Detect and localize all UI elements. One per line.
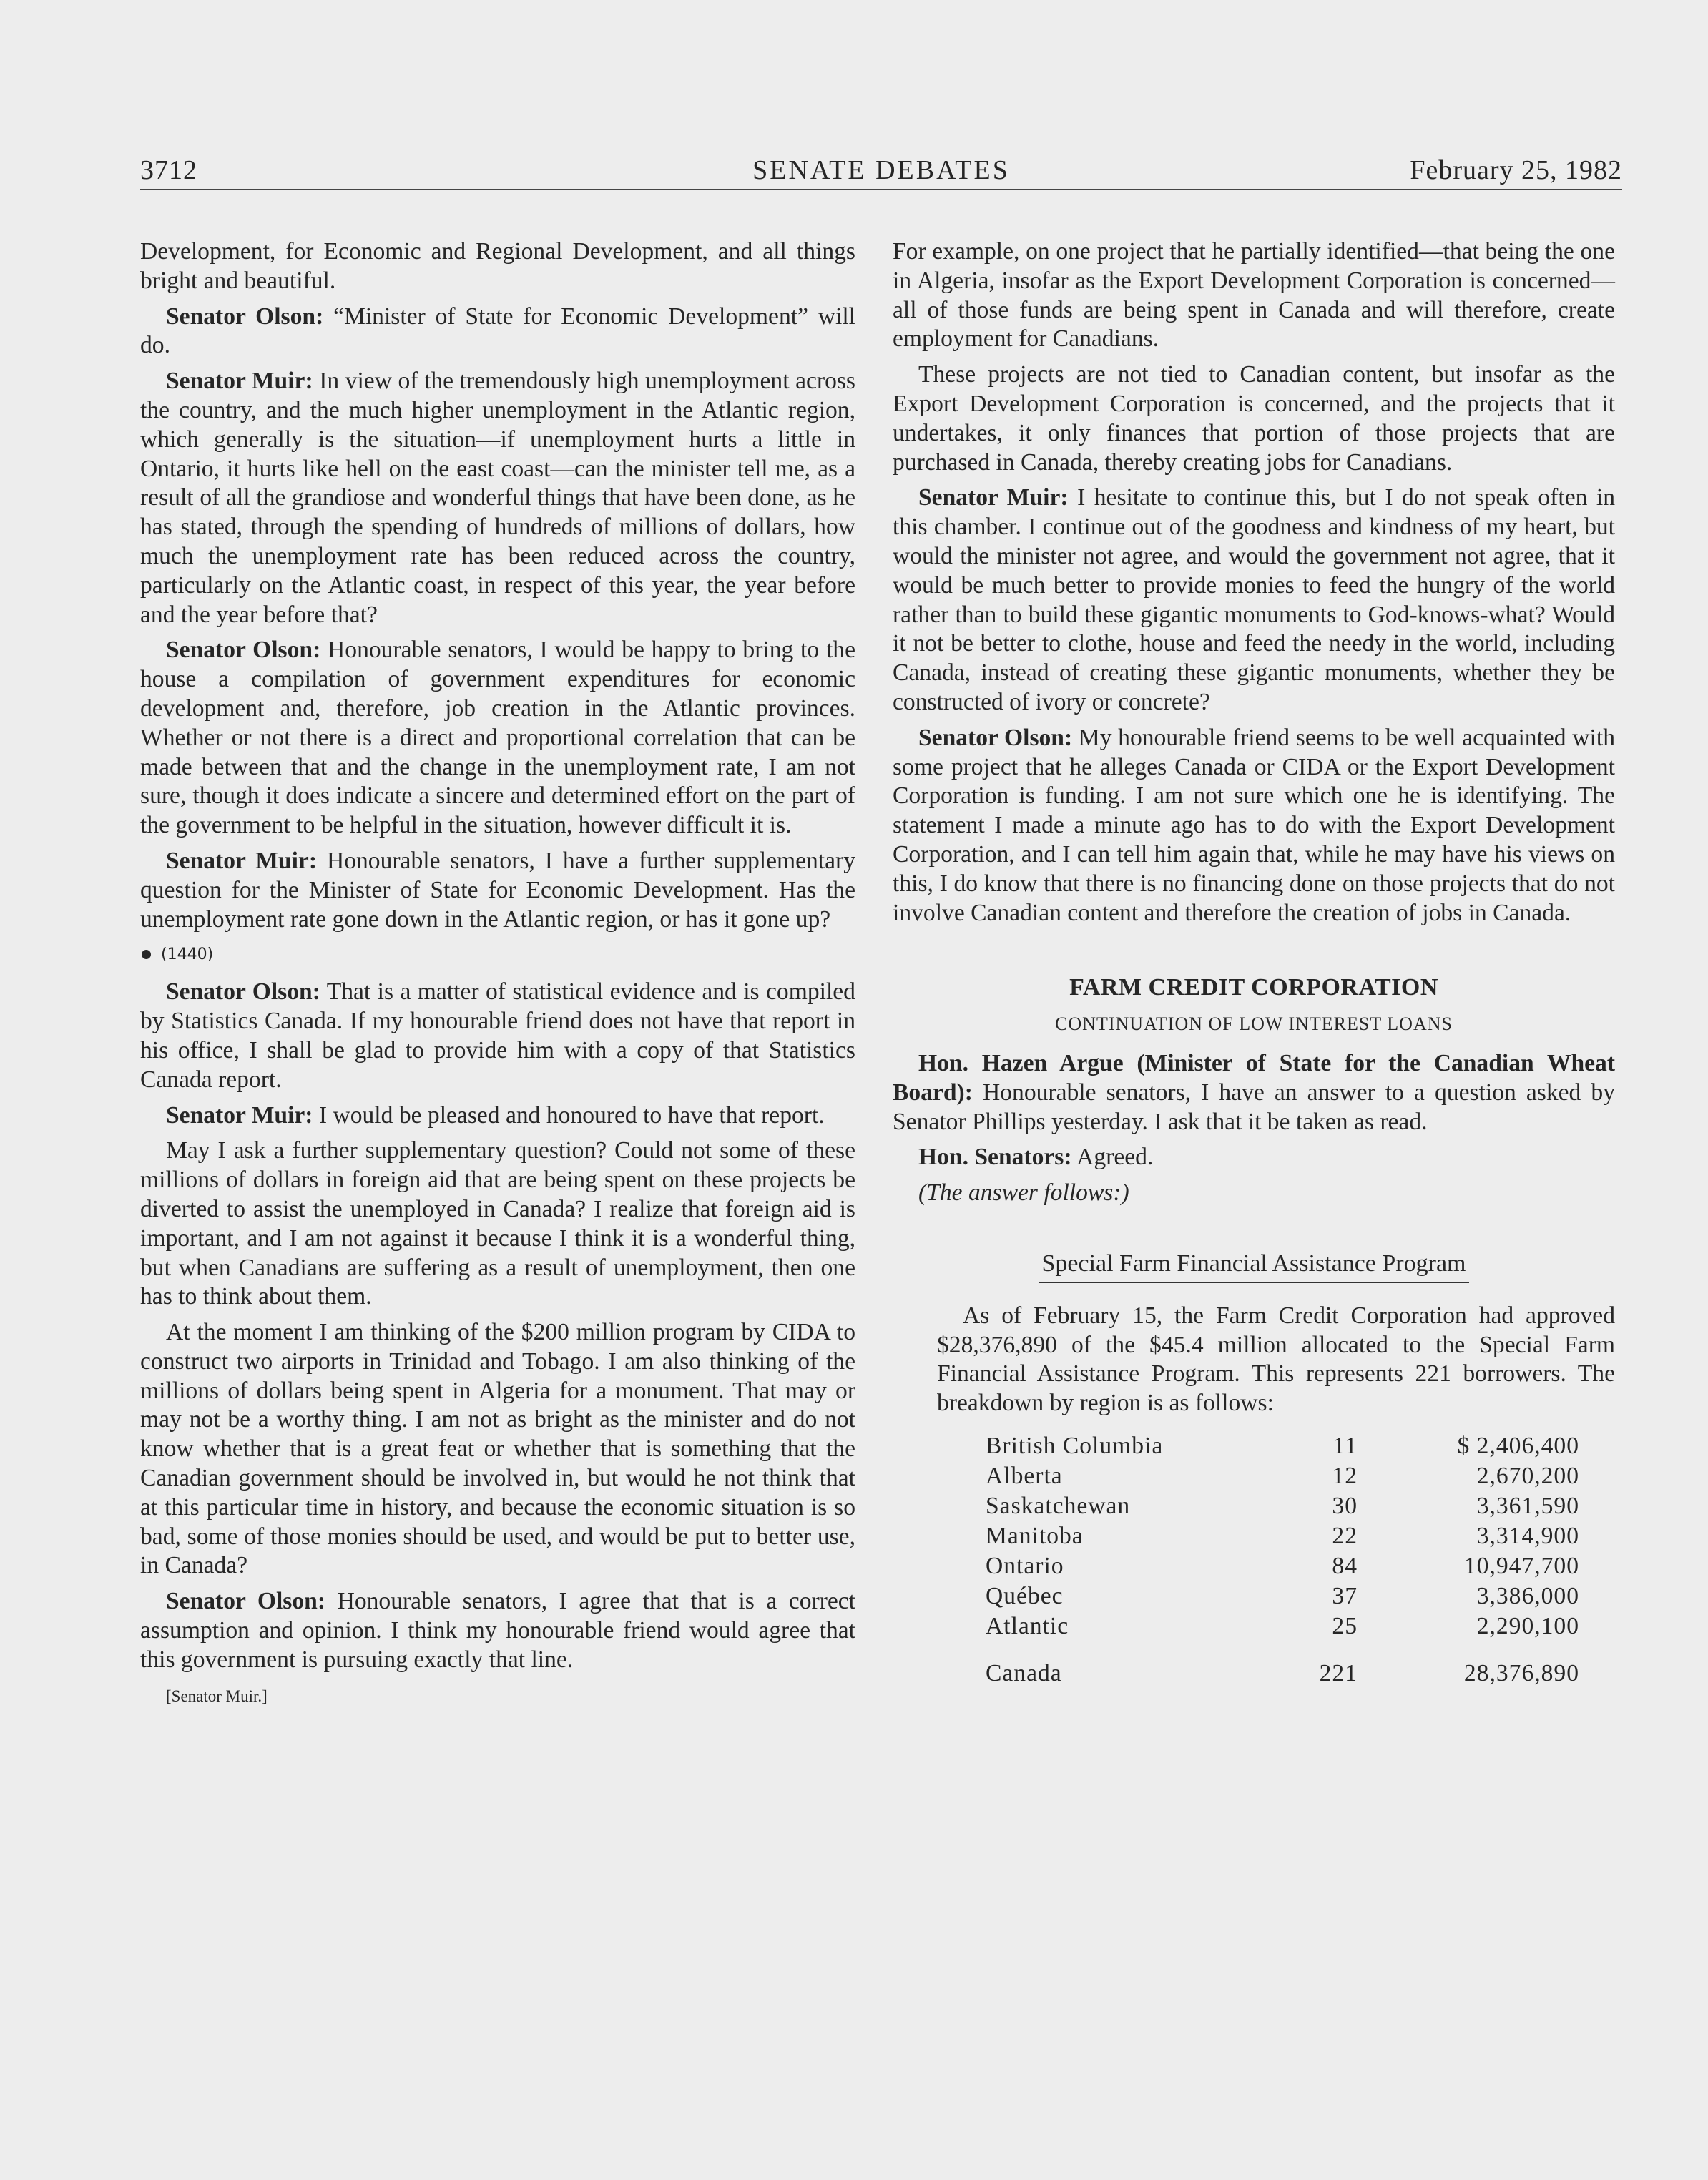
speaker-name: Senator Olson: <box>166 637 321 664</box>
paragraph <box>893 1143 1615 1172</box>
speaker-name: Senator Olson: <box>166 1588 326 1615</box>
table-row <box>986 1491 1579 1521</box>
paragraph: As of February 15, the Farm Credit Corporation had approved $28,376,890 of the $45.4 million allocated to the Special Farm Financial Assistance Program. This represents 221 borrowers. The breakdown by region is as follows: <box>937 1302 1615 1417</box>
speaker-name: Senator Olson: <box>918 724 1073 751</box>
paragraph <box>893 483 1615 717</box>
speaker-name: Hon. Senators: <box>918 1144 1072 1171</box>
speech-text: “Minister of State for Economic Development” will do. <box>140 303 856 359</box>
speaker-name: Senator Muir: <box>918 484 1069 511</box>
cell-region: Ontario <box>986 1552 1064 1579</box>
speaker-name: Senator Muir: <box>166 847 318 874</box>
cell-region: British Columbia <box>986 1432 1164 1459</box>
cell-amount: 2,290,100 <box>1476 1612 1579 1639</box>
cell-amount: $ 2,406,400 <box>1457 1432 1579 1459</box>
cell-count: 22 <box>1332 1522 1358 1549</box>
paragraph <box>140 847 855 934</box>
cell-count: 25 <box>1332 1612 1358 1639</box>
speaker-name: Senator Muir: <box>166 368 313 395</box>
header-rule <box>140 189 1622 190</box>
bullet-icon <box>142 950 151 959</box>
section-subheading: CONTINUATION OF LOW INTEREST LOANS <box>1055 1013 1453 1035</box>
cell-amount: 3,386,000 <box>1476 1582 1579 1609</box>
cell-count: 30 <box>1332 1492 1358 1519</box>
cell-region: Saskatchewan <box>986 1492 1131 1519</box>
speech-text: Agreed. <box>1076 1144 1154 1171</box>
cell-count: 84 <box>1332 1552 1358 1579</box>
speaker-name: Senator Olson: <box>166 303 324 330</box>
time-marker-text: (1440) <box>161 946 214 964</box>
paragraph <box>140 1587 855 1674</box>
paragraph <box>140 303 855 361</box>
speech-text: Honourable senators, I agree that that is a correct assumption and opinion. I think my honourable friend would agree that this government is pursuing exactly that line. <box>140 1588 855 1673</box>
paragraph: For example, on one project that he partially identified—that being the one in Algeria, insofar as the Export Development Corporation is concerned—all of those funds are being spent in Canada and will therefore, create employment for Canadians. <box>893 238 1615 353</box>
footer-note: [Senator Muir.] <box>166 1686 268 1705</box>
cell-region: Atlantic <box>986 1612 1069 1639</box>
speech-text: My honourable friend seems to be well acquainted with some project that he alleges Canada or CIDA or the Export Development Corporation is funding. I am not sure which one he is identifying. The statement I made a minute ago has to do with the Export Development Corporation, and I can tell him again that, while he may have his views on this, I do know that there is no financing done on those projects that do not involve Canadian content and therefore the creation of jobs in Canada. <box>893 724 1615 926</box>
total-amount: 28,376,890 <box>1463 1659 1579 1686</box>
table-row <box>986 1551 1579 1581</box>
paragraph <box>140 367 855 629</box>
cell-amount: 2,670,200 <box>1476 1462 1579 1489</box>
right-column <box>893 237 1615 1689</box>
section-heading: FARM CREDIT CORPORATION <box>1069 974 1438 1001</box>
program-title-wrap <box>893 1249 1615 1283</box>
cell-amount: 3,314,900 <box>1476 1522 1579 1549</box>
page-header <box>140 152 1622 189</box>
speech-text: In view of the tremendously high unemployment across the country, and the much higher unemployment in the Atlantic region, which generally is the situation—if unemployment hurts a little in Ontario, it hurts like hell on the east coast—can the minister tell me, as a result of all the grandiose and wonderful things that have been done, as he has stated, through the spending of hundreds of millions of dollars, how much the unemployment rate has been reduced across the country, particularly on the Atlantic coast, in respect of this year, the year before and the year before that? <box>140 368 855 628</box>
table-row <box>986 1581 1579 1611</box>
speech-text: Honourable senators, I have a further supplementary question for the Minister of State for Economic Development. Has the unemployment rate gone down in the Atlantic region, or has it gone up? <box>140 847 855 933</box>
table-row <box>986 1431 1579 1461</box>
paragraph <box>140 978 855 1094</box>
total-region: Canada <box>986 1659 1062 1686</box>
time-marker <box>140 941 855 969</box>
speaker-name: Hon. Hazen Argue (Minister of State for the Canadian Wheat Board): <box>893 1049 1615 1106</box>
speech-text: That is a matter of statistical evidence and is compiled by Statistics Canada. If my honourable friend does not have that report in his office, I shall be glad to provide him with a copy of that Statistics Canada report. <box>140 978 855 1093</box>
table-row <box>986 1521 1579 1551</box>
page-number: 3712 <box>140 155 197 185</box>
total-count: 221 <box>1319 1659 1358 1686</box>
speech-text: I would be pleased and honoured to have that report. <box>318 1101 825 1129</box>
cell-region: Alberta <box>986 1462 1063 1489</box>
stage-direction: (The answer follows:) <box>918 1179 1129 1207</box>
speech-text: Honourable senators, I would be happy to bring to the house a compilation of government expenditures for economic development and, therefore, job creation in the Atlantic provinces. Whether or not there is a direct and proportional correlation that can be made between that and the change in the unemployment rate, I am not sure, though it does indicate a sincere and determined effort on the part of the government to be helpful in the situation, however difficult it is. <box>140 637 855 839</box>
cell-region: Manitoba <box>986 1522 1084 1549</box>
paragraph <box>140 1101 855 1131</box>
cell-amount: 3,361,590 <box>1476 1492 1579 1519</box>
table-total-row <box>986 1641 1579 1689</box>
cell-count: 37 <box>1332 1582 1358 1609</box>
speaker-name: Senator Olson: <box>166 978 320 1006</box>
paragraph <box>893 724 1615 928</box>
table-row <box>986 1461 1579 1491</box>
paragraph <box>140 636 855 840</box>
paragraph <box>893 1049 1615 1136</box>
paragraph: These projects are not tied to Canadian content, but insofar as the Export Development Corporation is concerned, and the projects that it undertakes, it only finances that portion of those projects that are purchased in Canada, thereby creating jobs for Canadians. <box>893 361 1615 476</box>
paragraph: Development, for Economic and Regional Development, and all things bright and beautiful. <box>140 238 855 294</box>
publication-title: SENATE DEBATES <box>752 155 1010 185</box>
speech-text: I hesitate to continue this, but I do not speak often in this chamber. I continue out of the goodness and kindness of my heart, but would the minister not agree, and would the government not agree, that it would be much better to provide monies to feed the hungry of the world rather than to build these gigantic monuments to God-knows-what? Would it not be better to clothe, house and feed the needy in the world, including Canada, instead of creating these gigantic monuments, whether they be constructed of ivory or concrete? <box>893 484 1615 715</box>
cell-amount: 10,947,700 <box>1463 1552 1579 1579</box>
left-column <box>140 237 855 1711</box>
program-title: Special Farm Financial Assistance Program <box>1039 1249 1469 1283</box>
cell-region: Québec <box>986 1582 1064 1609</box>
paragraph: At the moment I am thinking of the $200 million program by CIDA to construct two airports in Trinidad and Tobago. I am also thinking of the millions of dollars being spent in Algeria for a monument. That may or may not be a worthy thing. I am not as bright as the minister and do not know whether that is a great feat or whether that is something that the Canadian government should be involved in, but would he not think that at this particular time in history, and because the economic situation is so bad, some of those monies should be used, and would be put to better use, in Canada? <box>140 1319 855 1579</box>
publication-date: February 25, 1982 <box>1410 155 1622 185</box>
table-row <box>986 1611 1579 1641</box>
cell-count: 11 <box>1332 1432 1358 1459</box>
speaker-name: Senator Muir: <box>166 1101 313 1129</box>
speech-text: Honourable senators, I have an answer to a question asked by Senator Phillips yesterday. I ask that it be taken as read. <box>893 1079 1615 1135</box>
paragraph: May I ask a further supplementary question? Could not some of these millions of dollars in foreign aid that are being spent on these projects be diverted to assist the unemployed in Canada? I realize that foreign aid is important, and I am not against it because I think it is a wonderful thing, but when Canadians are suffering as a result of unemployment, then one has to think about them. <box>140 1137 855 1310</box>
regional-breakdown-table <box>986 1431 1579 1689</box>
cell-count: 12 <box>1332 1462 1358 1489</box>
